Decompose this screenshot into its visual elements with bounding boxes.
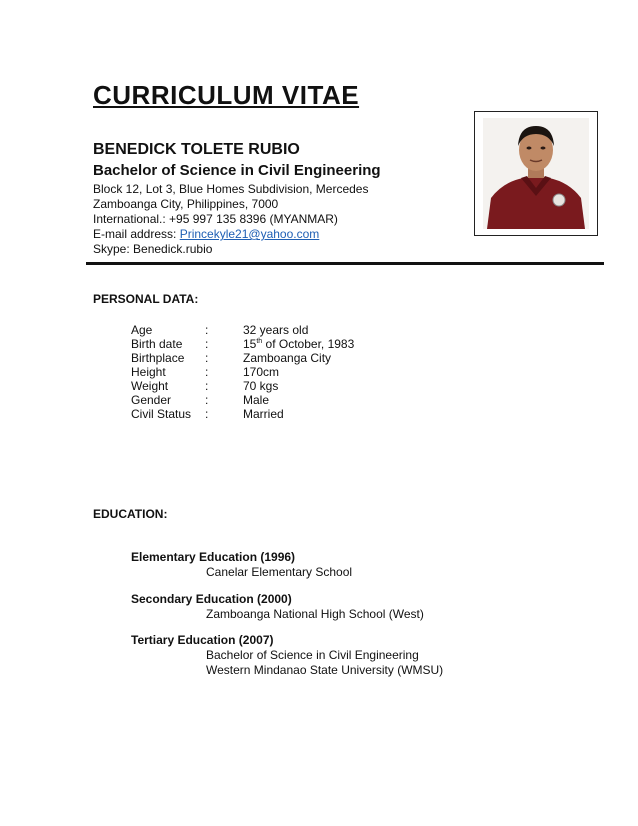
row-value: 32 years old [243,323,309,337]
education-heading: EDUCATION: [93,507,168,521]
applicant-degree: Bachelor of Science in Civil Engineering [93,162,381,179]
table-row [131,393,354,407]
education-level-tertiary: Tertiary Education (2007) [131,633,274,647]
email-label: E-mail address: [93,227,180,241]
education-school: Canelar Elementary School [206,565,353,579]
personal-data-heading: PERSONAL DATA: [93,292,199,306]
header-divider [86,262,604,265]
table-row [131,323,354,337]
row-label: Height [131,365,166,379]
skype-id: Skype: Benedick.rubio [93,242,213,256]
birth-month-year: of October, 1983 [262,337,355,351]
contact-block [93,182,368,257]
table-row [131,407,354,421]
birth-day: 15 [243,337,257,351]
document-title: CURRICULUM VITAE [93,80,360,110]
address-line-1: Block 12, Lot 3, Blue Homes Subdivision, Mercedes [93,182,369,196]
email-line [93,227,368,242]
education-school: Western Mindanao State University (WMSU) [206,663,444,677]
row-label: Civil Status [131,407,192,421]
row-value: Male [243,393,270,407]
row-value: 170cm [243,365,280,379]
education-level-elementary: Elementary Education (1996) [131,550,296,564]
row-label: Weight [131,379,169,393]
education-degree: Bachelor of Science in Civil Engineering [206,648,419,662]
portrait-icon [483,118,589,229]
applicant-name: BENEDICK TOLETE RUBIO [93,141,300,158]
row-separator: : [205,323,209,337]
row-separator: : [205,407,209,421]
portrait-photo [474,111,598,236]
table-row [131,337,354,351]
row-separator: : [205,379,209,393]
email-link[interactable]: Princekyle21@yahoo.com [179,227,320,241]
address-line-2: Zamboanga City, Philippines, 7000 [93,197,279,211]
row-value [243,337,354,351]
row-value: Zamboanga City [243,351,332,365]
row-label: Birth date [131,337,183,351]
education-school: Zamboanga National High School (West) [206,607,424,621]
row-separator: : [205,393,209,407]
row-label: Age [131,323,153,337]
table-row [131,379,354,393]
phone-number: International.: +95 997 135 8396 (MYANMAR) [93,212,338,226]
education-level-secondary: Secondary Education (2000) [131,592,292,606]
ordinal-suffix: th [256,338,263,345]
row-value: Married [243,407,284,421]
row-value: 70 kgs [243,379,279,393]
row-separator: : [205,351,209,365]
table-row [131,365,354,379]
personal-data-table [131,323,354,421]
row-separator: : [205,365,209,379]
row-label: Gender [131,393,172,407]
row-label: Birthplace [131,351,185,365]
row-separator: : [205,337,209,351]
table-row [131,351,354,365]
